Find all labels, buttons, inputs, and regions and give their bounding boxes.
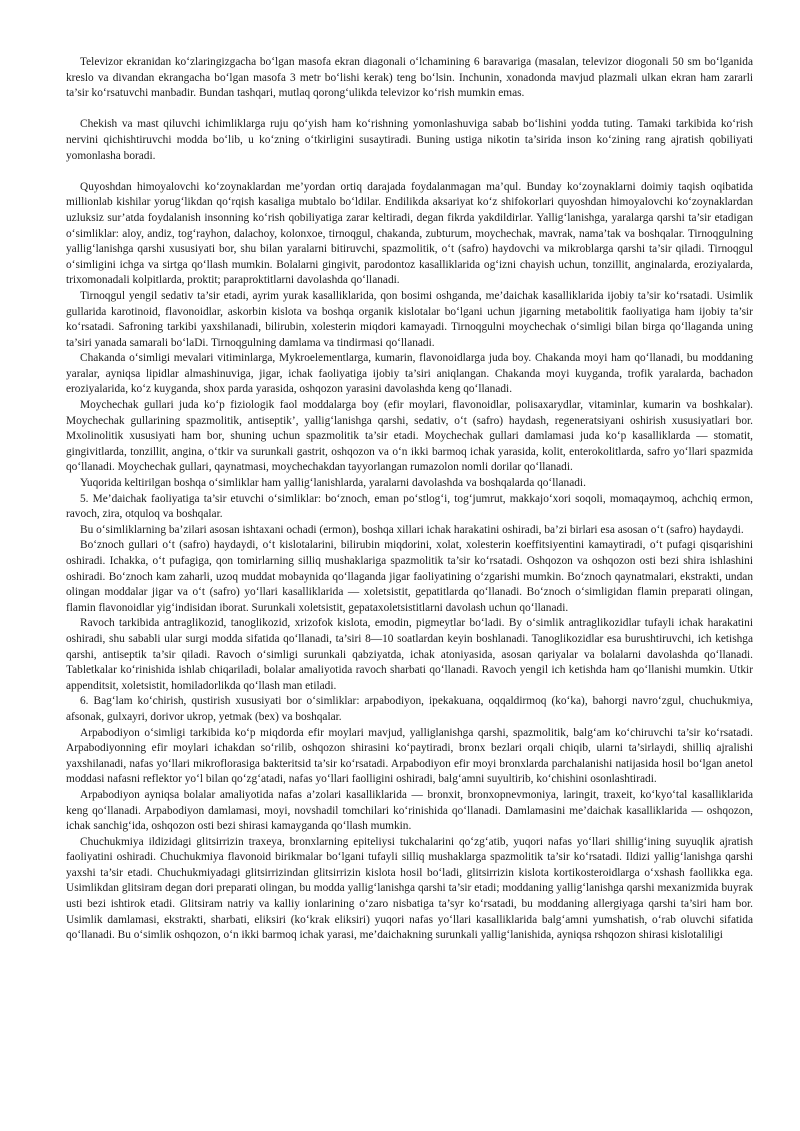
paragraph: Arpabodiyon ayniqsa bolalar amaliyotida nafas a’zolari kasalliklarida — bronxit, bronxopnevmoniya, laringit, traxeit, ko‘kyo‘tal kasalliklarida keng qo‘llanadi. Arpabodiyon damlamasi, moyi, novshadil tomchilari ko‘rinishida qo‘llanadi. Damlamasini me’daichak kasalliklarida — oshqozon, ichak sanchig‘ida, oshqozon osti bezi shirasi kamayganda qo‘llash mumkin. [66, 788, 753, 833]
paragraph: Chakanda o‘simligi mevalari vitiminlarga, Mykroelementlarga, kumarin, flavonoidlarga juda boy. Chakanda moyi ham qo‘llanadi, bu moddaning yaralar, ayniqsa lipidlar almashinuviga, jigar, ichak faoliyatiga ijobiy ta’siri aniqlangan. Chakanda moyi kuyganda, trofik yaralarda, bachadon eroziyalarida, ko‘z kuyganda, shox parda yarasida, oshqozon yarasini davolashda keng qo‘llanadi. [66, 352, 753, 396]
paragraph: Chuchukmiya ildizidagi glitsirrizin traxeya, bronxlarning epiteliysi tukchalarini qo‘zg‘atib, yuqori nafas yo‘llari shillig‘ining suyuqlik ajratish faoliyatini oshiradi. Chuchukmiya flavonoid birikmalar bo‘lgani tufayli silliq mushaklarga spazmolitik ta’sir ko‘rsatadi. Ildizi yallig‘lanishga qarshi yaxshi ta’sir etadi. Chuchukmiyadagi glitsirrizindan glitsirrizin kislota hosil bo‘ladi, glitsirrizin kislota kortikosteroidlarga o‘xshash faollikka ega. Usimlikdan glitsiram degan dori preparati olingan, bu modda yallig‘lanishga qarshi ta’sir etadi; moddaning yallig‘lanishga qarshi mexanizmida buyrak usti bezi ishtirok etadi. Glitsiram natriy va kalliy ionlarining o‘zaro nisbatiga ta’syr ko‘rsatadi, bu moddaning allergiyaga qarshi ta’siri ham bor. Usimlik damlamasi, ekstrakti, sharbati, eliksiri (ko‘krak eliksiri) yuqori nafas yo‘llari kasalliklarida balg‘amni yumshatish, o‘rab oluvchi sifatida qo‘llanadi. Bu o‘simlik oshqozon, o‘n ikki barmoq ichak yarasi, me’daichakning surunkali yallig‘lanishida, ayniqsa rshqozon shirasi kislotaliligi [66, 835, 753, 942]
section-heading-paragraph: 6. Bag‘lam ko‘chirish, qustirish xususiyati bor o‘simliklar: arpabodiyon, ipekakuana, oqqaldirmoq (ko‘ka), bahorgi navro‘zgul, chuchukmiya, afsonak, gulxayri, dorivor ukrop, yetmak (bex) va boshqalar. [66, 695, 753, 723]
paragraph: Tirnoqgul yengil sedativ ta’sir etadi, ayrim yurak kasalliklarida, qon bosimi oshganda, me’daichak kasalliklarida ijobiy ta’sir ko‘rsatadi. Usimlik gullarida karotinoid, flavonoidlar, askorbin kislota va boshqa organik kislotalar bo‘lgani uchun jigarning metabolitik faoliyatiga ham ijobiy ta’sir ko‘rsatadi. Safroning tarkibi yaxshilanadi, bilirubin, xolesterin miqdori kamayadi. Tirnoqgulni moychechak o‘simligi bilan birga qo‘llaganda uning ta’siri yanada samarali bo‘laDi. Tirnoqgulning damlama va tindirmasi qo‘llanadi. [66, 289, 753, 349]
paragraph: Yuqorida keltirilgan boshqa o‘simliklar ham yallig‘lanishlarda, yaralarni davolashda va boshqalarda qo‘llanadi. [80, 477, 586, 490]
paragraph: Moychechak gullari juda ko‘p fiziologik faol moddalarga boy (efir moylari, flavonoidlar, polisaxarydlar, vitaminlar, kumarin va boshkalar). Moychechak gullarining spazmolitik, antiseptik’, yallig‘lanishga qarshi, sedativ, o‘t (safro) haydash, regeneratsiyani oshirish xususiyatlari bor. Mxolinolitik xususiyati ham bor, shuning uchun spazmolitik ta’sir etadi. Moychechak gullari damlamasi juda ko‘p kasalliklarda — stomatit, gingivitlarda, tonzillit, angina, o‘tkir va surunkali gastrit, oshqozon va o‘n ikki barmoq ichak yarasida, kolit, enterokolitlarda, safro yo‘llari spazmida qo‘llanadi. Moychechak gullari, qaynatmasi, moychechakdan tayyorlangan rumazolon nomli dorilar qo‘llanadi. [66, 399, 753, 474]
document-page [66, 55, 753, 944]
paragraph: Bu o‘simliklarning ba’zilari asosan ishtaxani ochadi (ermon), boshqa xillari ichak harakatini oshiradi, ba’zi birlari esa asosan o‘t (safro) haydaydi. [80, 523, 744, 536]
paragraph: Chekish va mast qiluvchi ichimliklarga ruju qo‘yish ham ko‘rishning yomonlashuviga sabab bo‘lishini yodda tuting. Tamaki tarkibida ko‘rish nervini qichishtiruvchi modda bo‘lib, u ko‘zning o‘tkirligini susaytiradi. Buning ustiga nikotin ta’sirida inson ko‘zining rang ajratish qobiliyati yomonlasha boradi. [66, 118, 753, 162]
paragraph: Bo‘znoch gullari o‘t (safro) haydaydi, o‘t kislotalarini, bilirubin miqdorini, xolat, xolesterin koeffitsiyentini kamaytiradi, o‘t pufagi qisqarishini oshiradi. Ichakka, o‘t pufagiga, qon tomirlarning silliq mushaklariga spazmolitik ta’sir ko‘rsatadi. Oshqozon va oshqozon osti bezi shira ishlashini oshiradi. Bo‘znoch kam zaharli, uzoq muddat mobaynida qo‘llaganda jigar faoliyatining o‘zgarishi mumkin. Bo‘znoch qaynatmalari, ekstrakti, undan olingan moddalar jigar va o‘t (safro) yo‘llari kasalliklarida — xoletsistit, gepatitlarda qo‘llanadi. Bo‘znoch o‘simligidan flamin preparati olingan, flamin flavonoidlar yig‘indisidan iborat. Surunkali xoletsistit, gepataxoletsistitlarni davolash uchun qo‘llanadi. [66, 539, 753, 614]
section-heading-paragraph: 5. Me’daichak faoliyatiga ta’sir etuvchi o‘simliklar: bo‘znoch, eman po‘stlog‘i, tog‘jumrut, makkajo‘xori soqoli, momaqaymoq, achchiq ermon, ravoch, zira, otquloq va boshqalar. [66, 492, 753, 521]
paragraph: Quyoshdan himoyalovchi ko‘zoynaklardan me’yordan ortiq darajada foydalanmagan ma’qul. Bunday ko‘zoynaklarni doimiy taqish oqibatida millionlab kishilar yorug‘likdan qo‘rqish kasaliga mubtalo bo‘ldilar. Endilikda aksariyat ko‘z shifokorlari quyoshdan himoyalovchi ko‘zoynaklardan uzluksiz sur’atda foydalanish insonning ko‘rish qobiliyatiga zarar keltiradi, degan fikrda yakdildirlar. Yallig‘lanishga, yaralarga qarshi ta’sir etadigan o‘simliklar: aloy, andiz, tog‘rayhon, dalachoy, kolonxoe, tirnoqgul, chakanda, zubturum, moychechak, mavrak, nama’tak va boshqalar. Tirnoqgulning yallig‘lanishga qarshi xususiyati bor, shu bilan yaralarni bitiruvchi, spazmolitik, o‘t (safro) haydovchi va mikroblarga qarshi ta’sir qiladi. Tirnoqgul o‘simligini ichga va sirtga qo‘llash mumkin. Bolalarni gingivit, parodontoz kasalliklarida og‘izni chayish uchun, tonzillit, anginalarda, eroziyalarda, trixomonadali kolpitlarda, proktit; paraproktitlarni davolashda qo‘llanadi. [66, 180, 753, 287]
paragraph: Arpabodiyon o‘simligi tarkibida ko‘p miqdorda efir moylari mavjud, yalliglanishga qarshi, spazmolitik, balg‘am ko‘chiruvchi ta’sir ko‘rsatadi. Arpabodiyonning efir moylari ichakdan so‘rilib, oshqozon shirasini ko‘paytiradi, bronx bezlari orqali chiqib, ularni ta’sirlaydi, shilliq ajralishi yaxshilanadi, nafas yo‘llari mikroflorasiga bakteritsid ta’sir ko‘rsatadi. Arpabodiyon efir moyi bronxlarda parchalanishi natijasida hosil bo‘lgan anetol moddasi nafasni reflektor yo‘l bilan qo‘zg‘atadi, nafas yo‘llari faolligini oshiradi, balg‘amni suyultirib, ko‘chishini osonlashtiradi. [66, 726, 753, 786]
paragraph: Televizor ekranidan ko‘zlaringizgacha bo‘lgan masofa ekran diagonali o‘lchamining 6 baravariga (masalan, televizor diogonali 50 sm bo‘lganida kreslo va divandan ekrangacha bo‘lgan masofa 3 metr bo‘lishi kerak) teng bo‘lsin. Inchunin, xonadonda mavjud plazmali ulkan ekran ham zararli ta’sir ko‘rsatuvchi manbadir. Bundan tashqari, mutlaq qorong‘ulikda televizor ko‘rish mumkin emas. [66, 56, 753, 100]
paragraph: Ravoch tarkibida antraglikozid, tanoglikozid, xrizofok kislota, emodin, pigmeytlar bo‘ladi. By o‘simlik antraglikozidlar tufayli ichak harakatini oshiradi, shu sababli ular surgi modda sifatida qo‘llanadi, ta’siri 8—10 soatlardan keyin boshlanadi. Tanoglikozidlar esa burushtiruvchi, ich ketishga qarshi, antiseptik ta’sir qiladi. Ravoch o‘simligi surunkali qabziyatda, ichak atoniyasida, asosan qariyalar va bolalarni davolashda qo‘llanadi. Tabletkalar ko‘rinishida ishlab chiqariladi, bolalar amaliyotida ravoch sharbati qo‘llanadi. Ravoch yengil ich ketishda ham qo‘llanishi mumkin. Utkir appenditsit, xoletsistit, homiladorlikda qo‘llash man etiladi. [66, 617, 753, 692]
